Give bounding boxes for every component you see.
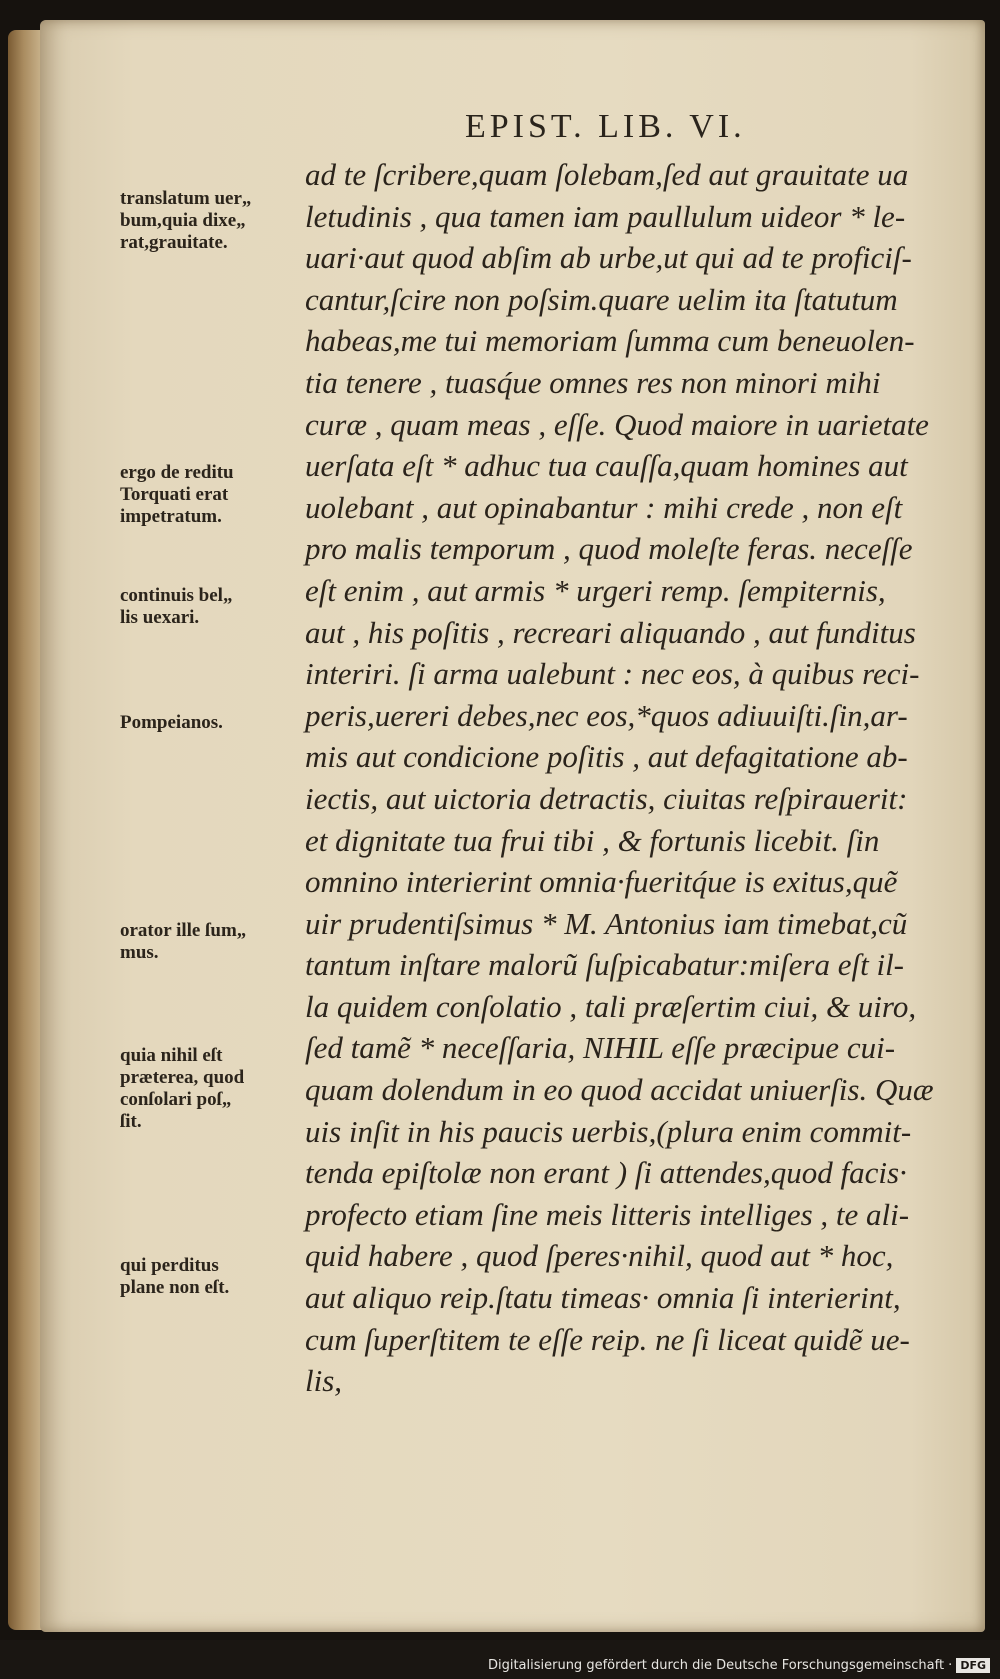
margin-note-line: impetratum.	[120, 506, 222, 527]
text-line: ſed tamẽ * neceſſaria, NIHIL eſſe præcipue cui-	[305, 1030, 896, 1066]
text-line: interiri. ſi arma ualebunt : nec eos, à quibus reci-	[305, 656, 920, 692]
margin-note-line: orator ille ſum„	[120, 920, 247, 941]
margin-note-line: mus.	[120, 942, 159, 963]
margin-note-5	[120, 920, 305, 964]
margin-note-line: ſit.	[120, 1111, 142, 1132]
margin-note-6	[120, 1045, 305, 1133]
text-line: aut , his poſitis , recreari aliquando , aut funditus	[305, 614, 916, 650]
text-line: habeas,me tui memoriam ſumma cum beneuolen-	[305, 323, 915, 359]
margin-note-4	[120, 712, 305, 734]
page-edge	[8, 30, 42, 1630]
dfg-logo: DFG	[956, 1658, 990, 1673]
text-line: peris,uereri debes,nec eos,*quos adiuuiſti.ſin,ar-	[305, 697, 908, 733]
text-line: aut aliquo reip.ſtatu timeas· omnia ſi interierint,	[305, 1280, 901, 1316]
text-line: et dignitate tua frui tibi , & fortunis licebit. ſin	[305, 822, 880, 858]
margin-note-line: plane non eſt.	[120, 1277, 230, 1298]
text-line: mis aut condicione poſitis , aut defagitatione ab-	[305, 739, 908, 775]
text-line: tia tenere , tuasq́ue omnes res non minori mihi	[305, 364, 881, 400]
margin-note-7	[120, 1255, 305, 1299]
text-line: lis,	[305, 1363, 343, 1399]
text-line: quid habere , quod ſperes·nihil, quod aut * hoc,	[305, 1238, 894, 1274]
margin-note-line: bum,quia dixe„	[120, 210, 246, 231]
main-text-block	[305, 154, 965, 1402]
text-line: tantum inſtare malorũ ſuſpicabatur:miſera eſt il-	[305, 947, 905, 983]
margin-note-line: præterea, quod	[120, 1067, 245, 1088]
text-line: tenda epiſtolæ non erant ) ſi attendes,quod facis·	[305, 1155, 907, 1191]
text-line: quam dolendum in eo quod accidat uniuerſis. Quæ	[305, 1072, 934, 1108]
margin-note-1	[120, 188, 305, 254]
digitization-footer	[488, 1658, 990, 1673]
margin-note-2	[120, 462, 305, 528]
margin-note-line: quia nihil eſt	[120, 1045, 223, 1066]
text-line: curæ , quam meas , eſſe. Quod maiore in uarietate	[305, 406, 929, 442]
text-line: cum ſuperſtitem te eſſe reip. ne ſi liceat quidẽ ue-	[305, 1321, 910, 1357]
text-line: letudinis , qua tamen iam paullulum uideor * le-	[305, 198, 906, 234]
margin-note-line: conſolari poſ„	[120, 1089, 232, 1110]
text-line: uis inſit in his paucis uerbis,(plura enim commit-	[305, 1113, 912, 1149]
text-line: eſt enim , aut armis * urgeri remp. ſempiternis,	[305, 572, 886, 608]
text-line: profecto etiam ſine meis litteris intelliges , te ali-	[305, 1196, 910, 1232]
text-line: la quidem conſolatio , tali præſertim ciui, & uiro,	[305, 988, 917, 1024]
text-line: omnino interierint omnia·fueritq́ue is exitus,quẽ	[305, 864, 898, 900]
margin-note-line: continuis bel„	[120, 585, 233, 606]
text-line: uari·aut quod abſim ab urbe,ut qui ad te proficiſ-	[305, 240, 912, 276]
margin-note-line: translatum uer„	[120, 188, 252, 209]
margin-note-line: Torquati erat	[120, 484, 229, 505]
footer-text: Digitalisierung gefördert durch die Deutsche Forschungsgemeinschaft ·	[487, 1658, 953, 1673]
margin-note-line: rat,grauitate.	[120, 232, 228, 253]
text-line: uerſata eſt * adhuc tua cauſſa,quam homines aut	[305, 448, 908, 484]
margin-note-line: ergo de reditu	[120, 462, 234, 483]
running-head: EPIST. LIB. VI.	[465, 108, 746, 145]
margin-note-line: lis uexari.	[120, 607, 200, 628]
text-line: pro malis temporum , quod moleſte feras. neceſſe	[305, 531, 913, 567]
margin-note-line: qui perditus	[120, 1255, 219, 1276]
text-line: cantur,ſcire non poſsim.quare uelim ita ſtatutum	[305, 281, 898, 317]
margin-note-line: Pompeianos.	[120, 712, 223, 733]
text-line: uir prudentiſsimus * M. Antonius iam timebat,cũ	[305, 905, 908, 941]
text-line: ad te ſcribere,quam ſolebam,ſed aut grauitate ua	[305, 157, 909, 192]
text-line: iectis, aut uictoria detractis, ciuitas reſpirauerit:	[305, 780, 908, 816]
margin-note-3	[120, 585, 305, 629]
text-line: uolebant , aut opinabantur : mihi crede , non eſt	[305, 489, 903, 525]
